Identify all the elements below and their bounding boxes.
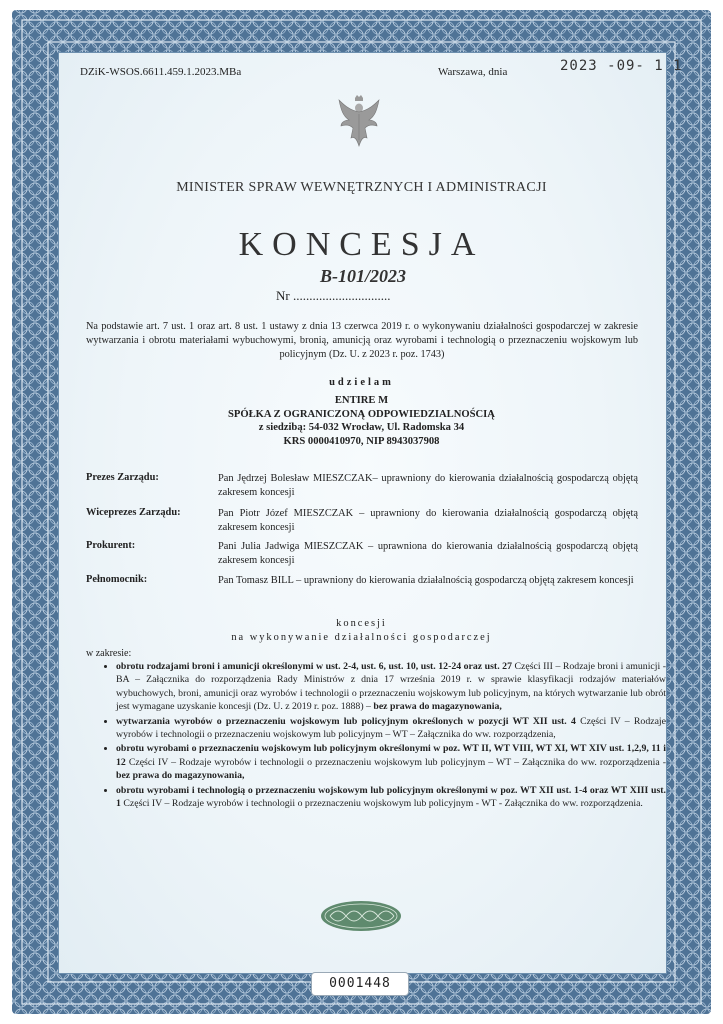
legal-basis: Na podstawie art. 7 ust. 1 oraz art. 8 ust. 1 ustawy z dnia 13 czerwca 2019 r. o wykonywaniu działalności gospodarczej w zakresie wytwarzania i obrotu materiałami wybuchowymi, bronią, amunicją oraz wyrobami i technologią o przeznaczeniu wojskowym lub policyjnym (Dz. U. z 2023 r. poz. 1743) <box>86 321 638 360</box>
role-label: Prezes Zarządu: <box>86 472 159 483</box>
serial-number: 0001448 <box>311 972 409 996</box>
issuing-authority: MINISTER SPRAW WEWNĘTRZNYCH I ADMINISTRACJI <box>176 180 547 195</box>
person-entry: Pan Jędrzej Bolesław MIESZCZAK– uprawniony do kierowania działalnością gospodarczą objętą zakresem koncesji <box>218 473 638 498</box>
scope-item-text: Części IV – Rodzaje wyrobów i technologii o przeznaczeniu wojskowym lub policyjnym – WT – Załącznika do ww. rozporządzenia, <box>116 715 666 741</box>
nr-line: Nr .............................. <box>276 288 391 303</box>
scope-label: w zakresie: <box>86 648 132 659</box>
scope-item <box>116 784 666 811</box>
company-registry: KRS 0000410970, NIP 8943037908 <box>283 435 440 447</box>
scope-item-bold: obrotu wyrobami i technologią o przeznaczeniu wojskowym lub policyjnym określonymi w poz. WT XII ust. 1-4 oraz WT XIII ust. 1 <box>116 784 666 810</box>
role-label: Wiceprezes Zarządu: <box>86 507 181 518</box>
company-address: z siedzibą: 54-032 Wrocław, Ul. Radomska 34 <box>258 422 465 433</box>
activity-heading-block <box>60 617 663 645</box>
scope-list <box>88 660 666 811</box>
koncesji-heading: koncesji <box>336 618 387 629</box>
eagle-emblem-icon <box>337 94 381 150</box>
place-label: Warszawa, dnia <box>438 66 508 78</box>
date-stamp: 2023 -09- 1 1 <box>560 58 683 74</box>
concession-number: B-101/2023 <box>320 266 407 286</box>
scope-item-text: Części III – Rodzaje broni i amunicji - BA – Załącznika do rozporządzenia Rady Ministrów z dnia 17 września 2019 r. w sprawie klasyfikacji rodzajów materiałów wybuchowych, broni, amunicji oraz wyrobów i technologii o przeznaczeniu wojskowym lub policyjnym, na których wytwarzanie lub obrót jest wymagane uzyskanie koncesji (Dz. U. z 2019 r. poz. 1888) – <box>116 661 666 713</box>
person-entry: Pan Tomasz BILL – uprawniony do kierowania działalnością gospodarczą objętą zakresem koncesji <box>218 575 634 586</box>
person-entry: Pani Julia Jadwiga MIESZCZAK – uprawniona do kierowania działalnością gospodarczą objętą zakresem koncesji <box>218 541 638 566</box>
grant-word: udzielam <box>329 377 394 388</box>
scope-item <box>116 715 666 742</box>
role-label: Prokurent: <box>86 540 136 551</box>
scope-item-bold: obrotu wyrobami o przeznaczeniu wojskowym lub policyjnym określonymi w poz. WT II, WT VIII, WT XI, WT XIV ust. 1,2,9, 11 i 12 <box>116 743 666 768</box>
scope-item <box>116 660 666 714</box>
company-form: SPÓŁKA Z OGRANICZONĄ ODPOWIEDZIALNOŚCIĄ <box>228 408 495 420</box>
scope-item <box>116 742 666 782</box>
activity-heading: na wykonywanie działalności gospodarczej <box>231 632 492 643</box>
scope-item-text: Części IV – Rodzaje wyrobów i technologii o przeznaczeniu wojskowym lub policyjnym – WT – Załącznika do ww. rozporządzenia - <box>125 756 666 768</box>
scope-item-bold: wytwarzania wyrobów o przeznaczeniu wojskowym lub policyjnym określonych w pozycji WT XII ust. 4 <box>116 715 576 727</box>
scope-item-bold: obrotu rodzajami broni i amunicji określonymi w ust. 2-4, ust. 6, ust. 10, ust. 12-24 oraz ust. 27 <box>116 661 512 672</box>
scope-item-text: Części IV – Rodzaje wyrobów i technologii o przeznaczeniu wojskowym lub policyjnym - WT - Załącznika do ww. rozporządzenia. <box>120 798 643 810</box>
role-label: Pełnomocnik: <box>86 574 148 585</box>
reference-number: DZiK-WSOS.6611.459.1.2023.MBa <box>80 66 242 78</box>
document-title: KONCESJA <box>238 226 485 263</box>
company-block <box>60 394 663 448</box>
company-name: ENTIRE M <box>334 395 389 406</box>
scope-item-bold-suffix: bez prawa do magazynowania, <box>116 770 245 782</box>
scope-item-bold-suffix: bez prawa do magazynowania, <box>373 701 502 713</box>
security-seal-icon <box>320 900 402 932</box>
person-entry: Pan Piotr Józef MIESZCZAK – uprawniony do kierowania działalnością gospodarczą objętą zakresem koncesji <box>218 508 638 533</box>
